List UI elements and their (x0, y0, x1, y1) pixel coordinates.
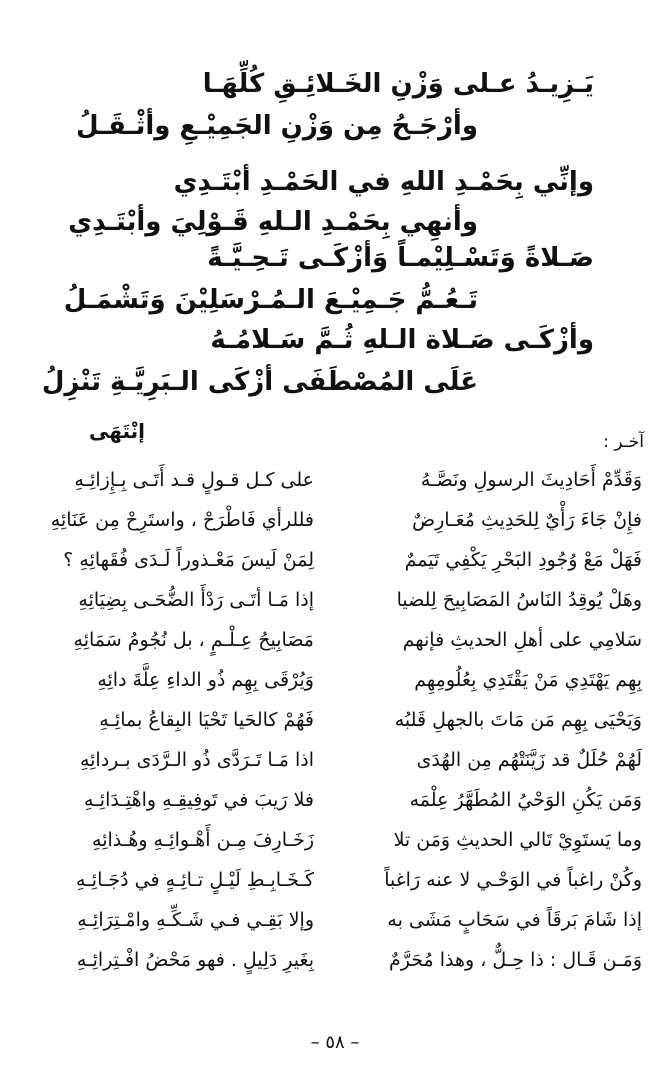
poem-line: اذا مَـا تَـرَدَّى ذُو الـرَّدَى بـردائِهِ (79, 749, 314, 771)
verse-line: وأرْجَـحُ مِن وَزْنِ الجَمِيْـعِ وأثْـقَـلُ (75, 111, 478, 141)
poem-line: لِمَنْ لَيسَ مَعْـذوراً لَـدَى فُقَهائِهِ ؟ (63, 549, 314, 571)
poem-line: إذا مَـا أتَـى رَدْأَ الضُّحَـى بِضِيَائِهِ (78, 589, 314, 611)
poem-line: سَلامِي على أهلِ الحديثِ فإنهم (402, 629, 642, 651)
poem-line: وكُنْ راغباً في الوَحْـي لا عنه رَاغباً (384, 869, 642, 891)
verse-line: تَـعُـمُّ جَـمِيْـعَ الـمُـرْسَلِيْنَ وَتَشْمَـلُ (63, 285, 478, 315)
poem-line: وَمَـن قَـال : ذا حِـلٌّ ، وهذا مُحَرَّمٌ (388, 949, 642, 971)
verse-line: صَـلاةً وَتَسْـلِيْمـاً وَأزْكَـى تَـحِـيَّـةً (207, 243, 594, 273)
poem-line: كَـخَـابِـطِ لَيْـلٍ تـائِـهٍ في دُجَـائِـهِ (76, 869, 314, 891)
poem-line: بِغَيرِ دَلِيلٍ . فهو مَحْضُ افْـتِرائِـهِ (76, 949, 314, 971)
poem-line: وإلا بَقِـي فـي شَـكِّـهِ وامْـتِرَائِـهِ (77, 909, 314, 931)
poem-line: فلا رَيبَ في تَوفِيقِـهِ واهْتِـدَائِـهِ (84, 789, 314, 811)
poem-line: بِهِم يَهْتَدِي مَنْ يَقْتَدِي بِعُلُومِهِم (414, 669, 642, 691)
poem-line: على كـل قـولٍ قـد أَتَـى بِـإِزائِـهِ (74, 469, 314, 491)
poem-line: مَصَابِيحُ عِـلْـمٍ ، بل نُجُومُ سَمَائِهِ (73, 629, 314, 651)
poem-line: لَهُمْ حُلَلٌ قد زَيَّنَتْهُم مِن الهُدَى (416, 749, 642, 771)
poem-line: وَمَن يَكُنِ الوَحْيُ المُطَهَّرُ عِلْمَه (409, 789, 642, 811)
poem-line: فَهَلْ مَعْ وُجُودِ البَحْرِ يَكْفِي تَيَممٌ (404, 549, 642, 571)
poem-line: وما يَستَوِيْ تَالي الحديثِ وَمَن تلا (393, 829, 642, 851)
verse-line: وإنِّي بِحَمْـدِ اللهِ في الحَمْـدِ أبْتَـدِي (173, 167, 594, 197)
poem-line: وَيَحْيَى بِهِم مَن مَاتَ بالجهلِ قَلبُه (394, 709, 642, 731)
section-label: آخـر : (603, 432, 644, 452)
poem-line: وهَلْ يُوقِدُ النَاسُ المَصَابِيحَ لِلضيا (396, 589, 642, 611)
poem-line: وَيُرْقَى بِهِم ذُو الداءِ عِلَّةَ دائِهِ (97, 669, 314, 691)
verse-line: عَلَى المُصْطَفَى أزْكَى الـبَرِيَّـةِ تَنْزِلُ (41, 367, 478, 397)
end-marker: إنْتَهَى (89, 419, 145, 443)
poem-line: وَقَدِّمْ أَحَادِيثَ الرسولِ ونَصَّـهُ (420, 469, 642, 491)
poem-line: فَهُمْ كالحَيا تَحْيَا البِقاعُ بمائِـهِ (99, 709, 314, 731)
verse-line: يَـزِيـدُ عـلى وَزْنِ الخَـلائِـقِ كُلِّهَـا (202, 69, 594, 99)
poem-right-column (344, 460, 642, 980)
poem-line: فللرأي فَاطْرَحْ ، واستَرِحْ مِن عَنَائِهِ (50, 509, 314, 531)
verse-line: وأزْكَـى صَـلاة الـلهِ ثُـمَّ سَـلامُـهُ (210, 325, 594, 355)
poem-line: إذا شَامَ بَرقَاً في سَحَابٍ مَشَى به (387, 909, 642, 931)
poem-line: زَخَـارِفَ مِـن أَهْـوائِـهِ وهُـذائِهِ (92, 829, 314, 851)
poem-line: فإِنْ جَاءَ رَأْيٌ لِلحَدِيثِ مُعَـارِضٌ (412, 509, 642, 531)
verse-line: وأنهِي بِحَمْـدِ الـلهِ قَـوْلِيَ وأبْتَـدِي (68, 207, 478, 237)
poem-left-column (16, 460, 314, 980)
page-number: – ٥٨ – (310, 1032, 360, 1053)
